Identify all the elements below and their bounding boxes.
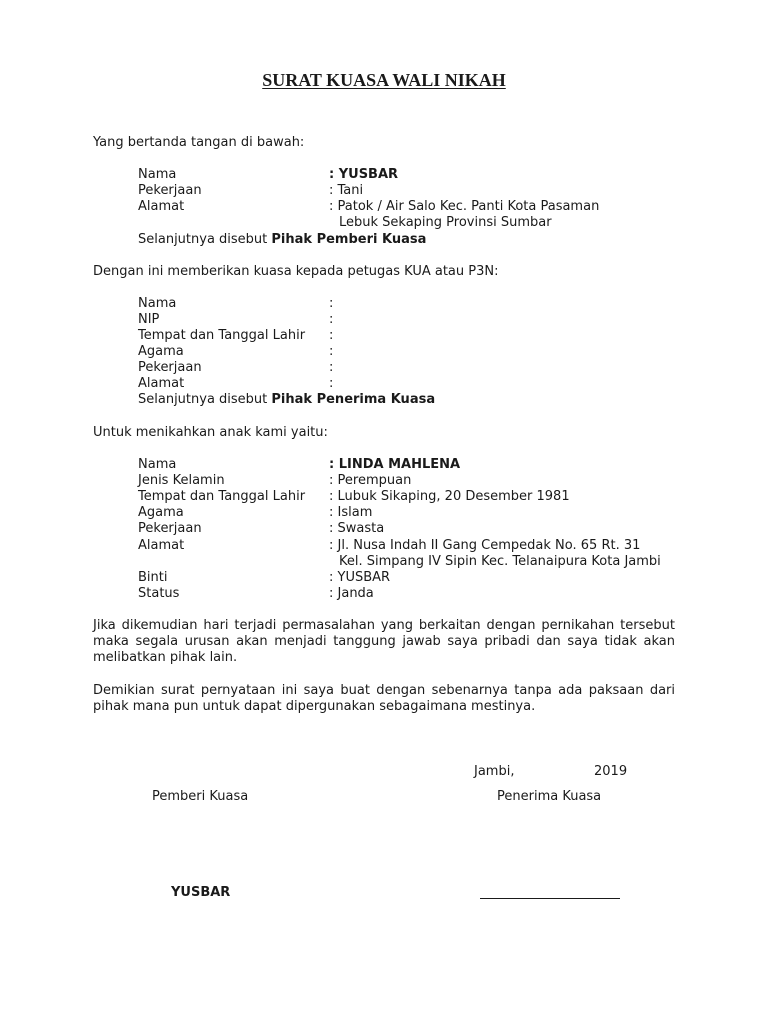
sign-year: 2019 (594, 764, 628, 779)
field-value: : LINDA MAHLENA (329, 457, 461, 472)
field-label: Pekerjaan (138, 360, 202, 375)
sign-place: Jambi, (474, 764, 515, 779)
field-value: : Tani (329, 183, 364, 198)
field-value: : Lubuk Sikaping, 20 Desember 1981 (329, 489, 570, 504)
penerima-kuasa-label: Penerima Kuasa (497, 789, 602, 804)
field-value: : Swasta (329, 521, 385, 536)
field-label: Nama (138, 457, 177, 472)
field-value: : Janda (329, 586, 374, 601)
field-value: : (329, 296, 334, 311)
closing-paragraph: Demikian surat pernyataan ini saya buat dengan sebenarnya tanpa ada paksaan dari pihak mana pun untuk dapat dipergunakan sebagaimana mestinya. (93, 683, 675, 714)
field-value: : Perempuan (329, 473, 412, 488)
field-value: : (329, 344, 334, 359)
field-label: Alamat (138, 538, 185, 553)
field-label: Alamat (138, 376, 185, 391)
field-label: Tempat dan Tanggal Lahir (138, 489, 306, 504)
pemberi-kuasa-label: Pemberi Kuasa (152, 789, 249, 804)
field-value: : (329, 376, 334, 391)
intro-text: Yang bertanda tangan di bawah: (93, 135, 305, 150)
field-label: Pekerjaan (138, 183, 202, 198)
field-value-continuation: Lebuk Sekaping Provinsi Sumbar (339, 215, 552, 230)
designation-prefix: Selanjutnya disebut (138, 392, 272, 407)
field-value: : (329, 328, 334, 343)
field-value: : Islam (329, 505, 373, 520)
designation-line (138, 232, 426, 248)
field-label: Nama (138, 296, 177, 311)
field-label: Tempat dan Tanggal Lahir (138, 328, 306, 343)
field-value: : YUSBAR (329, 167, 399, 182)
field-value: : (329, 360, 334, 375)
field-label: NIP (138, 312, 160, 327)
pemberi-kuasa-name: YUSBAR (171, 885, 231, 900)
field-label: Agama (138, 505, 184, 520)
field-value: : YUSBAR (329, 570, 391, 585)
field-label: Pekerjaan (138, 521, 202, 536)
designation-role: Pihak Pemberi Kuasa (271, 232, 427, 247)
field-label: Binti (138, 570, 168, 585)
document-title: SURAT KUASA WALI NIKAH (262, 70, 506, 90)
statement-paragraph: Jika dikemudian hari terjadi permasalahan yang berkaitan dengan pernikahan tersebut maka segala urusan akan menjadi tanggung jawab saya pribadi dan saya tidak akan melibatkan pihak lain. (93, 618, 675, 665)
designation-prefix: Selanjutnya disebut (138, 232, 272, 247)
field-label: Agama (138, 344, 184, 359)
field-label: Status (138, 586, 180, 601)
field-value: : (329, 312, 334, 327)
designation-role: Pihak Penerima Kuasa (271, 392, 436, 407)
penerima-signature-line (480, 898, 620, 899)
field-value: : Jl. Nusa Indah II Gang Cempedak No. 65 Rt. 31 (329, 538, 641, 553)
field-value: : Patok / Air Salo Kec. Panti Kota Pasaman (329, 199, 600, 214)
field-label: Alamat (138, 199, 185, 214)
anak-intro-text: Untuk menikahkan anak kami yaitu: (93, 425, 328, 440)
field-value-continuation: Kel. Simpang IV Sipin Kec. Telanaipura Kota Jambi (339, 554, 661, 569)
field-label: Nama (138, 167, 177, 182)
field-label: Jenis Kelamin (138, 473, 225, 488)
kuasa-intro-text: Dengan ini memberikan kuasa kepada petugas KUA atau P3N: (93, 264, 499, 279)
designation-line (138, 392, 435, 408)
